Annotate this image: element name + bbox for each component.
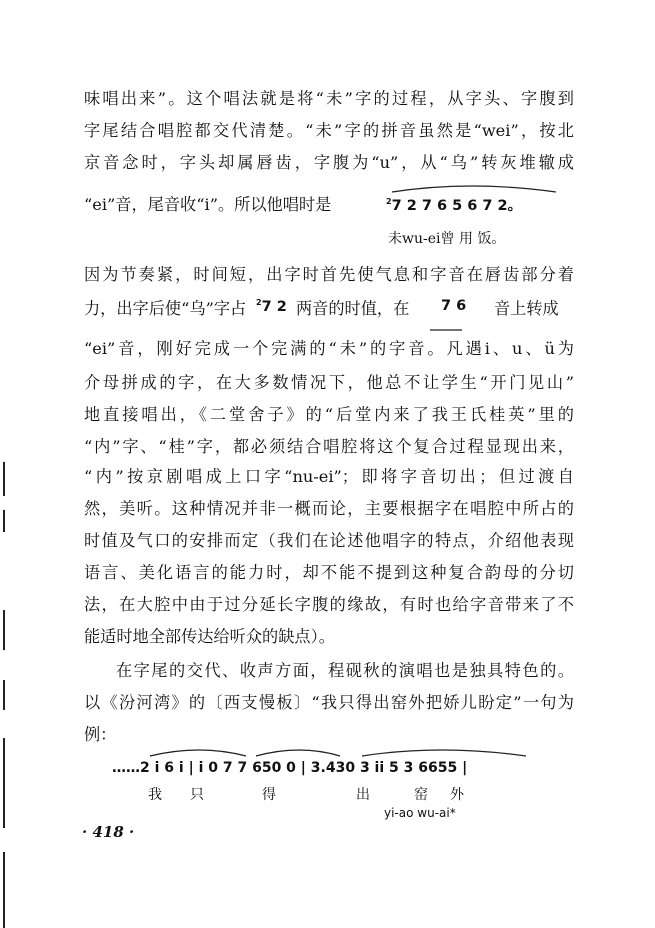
notation-1-lyric: 未wu-ei曾 用 饭。	[388, 231, 506, 247]
text-line-9: 地直接唱出，《二堂舍子》的“后堂内来了我王氏桂英”里的	[84, 405, 574, 424]
lyric-char-5: 窑	[414, 787, 428, 803]
text-line-18: 以《汾河湾》的〔西支慢板〕“我只得出窑外把娇儿盼定”一句为	[84, 693, 574, 712]
text-line-15: 法，在大腔中由于过分延长字腹的缘故，有时也给字音带来了不	[84, 595, 574, 614]
text-line-14: 语言、美化语言的能力时，却不能不提到这种复合韵母的分切	[84, 563, 574, 582]
text-line-16: 能适时地全部传达给听众的缺点）。	[84, 627, 335, 646]
text-line-5: 因为节奏紧，时间短，出字时首先使气息和字音在唇齿部分着	[84, 265, 574, 284]
text-line-6a: 力，出字后使“乌”字占	[84, 299, 247, 318]
text-line-4: “ei”音，尾音收“i”。所以他唱时是	[84, 195, 332, 214]
lyric-char-6: 外	[450, 787, 464, 803]
text-line-1: 味唱出来”。这个唱法就是将“未”字的过程，从字头、字腹到	[84, 89, 574, 108]
page-number: · 418 ·	[82, 823, 135, 841]
edge-mark-2	[3, 510, 5, 532]
text-line-7: “ei”音，刚好完成一个完满的“未”的字音。凡遇i、u、ü为	[84, 339, 574, 358]
lyric-char-3: 得	[262, 787, 276, 803]
edge-mark-4	[3, 680, 5, 710]
text-line-13: 时值及气口的安排而定（我们在论述他唱字的特点，介绍他表现	[84, 531, 574, 550]
notation-2-romanization: yi-ao wu-ai*	[384, 806, 456, 820]
text-line-17: 在字尾的交代、收声方面，程砚秋的演唱也是独具特色的。	[116, 661, 574, 680]
slur-arc-2	[150, 750, 246, 756]
text-line-2: 字尾结合唱腔都交代清楚。“未”字的拼音虽然是“wei”，按北	[84, 121, 574, 140]
text-line-3: 京音念时，字头却属唇齿，字腹为“u”，从“乌”转灰堆辙成	[84, 153, 574, 172]
edge-mark-5	[3, 738, 5, 828]
lyric-char-2: 只	[190, 787, 204, 803]
text-line-6c: 音上转成	[494, 299, 559, 318]
inline-notes-1: $^2$7 2	[256, 298, 287, 315]
edge-mark-6	[3, 852, 5, 928]
text-line-8: 介母拼成的字，在大多数情况下，他总不让学生“开门见山”	[84, 373, 574, 392]
notation-1-notes: $^2$7 2 7 6 5 6 7 2。	[386, 197, 523, 214]
slur-arc-1	[392, 186, 556, 192]
notation-2-notes: ……2 i 6 i | i 0 7 7 650 0 | 3.430 3 ii 5 3 6655 |	[112, 760, 468, 776]
edge-mark-3	[3, 610, 5, 650]
slur-arc-4	[362, 750, 526, 756]
text-line-6b: 两音的时值，在	[296, 299, 410, 318]
edge-mark-1	[3, 462, 5, 496]
inline-notes-2: 7 6	[441, 298, 467, 314]
text-line-11: “内”按京剧唱成上口字“nu-ei”；即将字音切出；但过渡自	[84, 467, 574, 486]
text-line-19: 例：	[84, 725, 117, 744]
text-line-10: “内”字、“桂”字，都必须结合唱腔将这个复合过程显现出来，	[84, 437, 574, 456]
lyric-char-1: 我	[148, 787, 162, 803]
slur-arc-3	[256, 750, 340, 756]
lyric-char-4: 出	[356, 787, 370, 803]
text-line-12: 然，美听。这种情况并非一概而论，主要根据字在唱腔中所占的	[84, 499, 574, 518]
